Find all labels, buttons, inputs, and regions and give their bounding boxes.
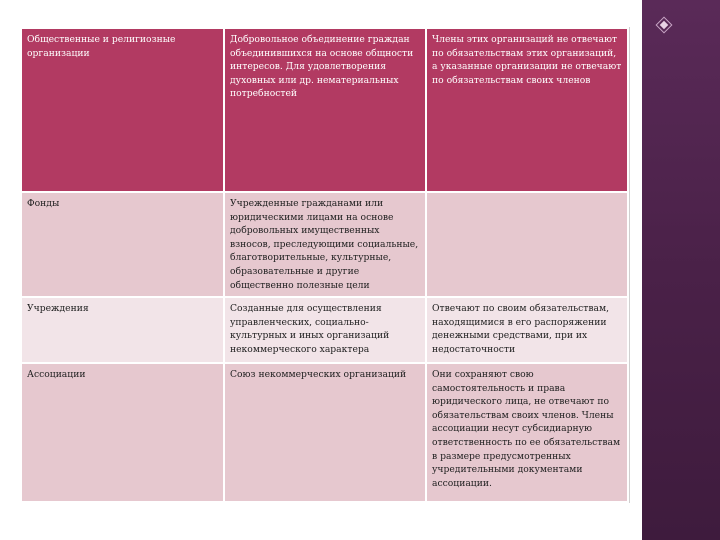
header-cell-liability: Члены этих организаций не отвечают по обязательствам этих организаций, а указанные организации не отвечают по обязательствам своих членов: [426, 28, 628, 192]
cell-definition: Созданные для осуществления управленческих, социально-культурных и иных организаций некоммерческого характера: [224, 297, 426, 363]
cell-org-type: Фонды: [21, 192, 224, 297]
cell-liability: Они сохраняют свою самостоятельность и права юридического лица, не отвечают по обязательствам своих членов. Члены ассоциации несут субсидиарную ответственность по ее обязательствам в размере предусмотренных учредительными документами ассоциации.: [426, 363, 628, 502]
table-row: [21, 192, 628, 297]
header-cell-definition: Добровольное объединение граждан объединившихся на основе общности интересов. Для удовлетворения духовных или др. нематериальных потребностей: [224, 28, 426, 192]
organizations-table: [20, 27, 629, 503]
table-row: [21, 363, 628, 502]
decorative-sidebar: [642, 0, 720, 540]
cell-liability: Отвечают по своим обязательствам, находящимися в его распоряжении денежными средствами, при их недостаточности: [426, 297, 628, 363]
table-row: [21, 297, 628, 363]
diamond-icon: [656, 17, 673, 34]
cell-liability: [426, 192, 628, 297]
cell-org-type: Ассоциации: [21, 363, 224, 502]
cell-definition: Учрежденные гражданами или юридическими лицами на основе добровольных имущественных взносов, преследующими социальные, благотворительные, культурные, образовательные и другие общественно полезные цели: [224, 192, 426, 297]
cell-definition: Союз некоммерческих организаций: [224, 363, 426, 502]
header-cell-org-type: Общественные и религиозные организации: [21, 28, 224, 192]
cell-org-type: Учреждения: [21, 297, 224, 363]
table-header-row: [21, 28, 628, 192]
